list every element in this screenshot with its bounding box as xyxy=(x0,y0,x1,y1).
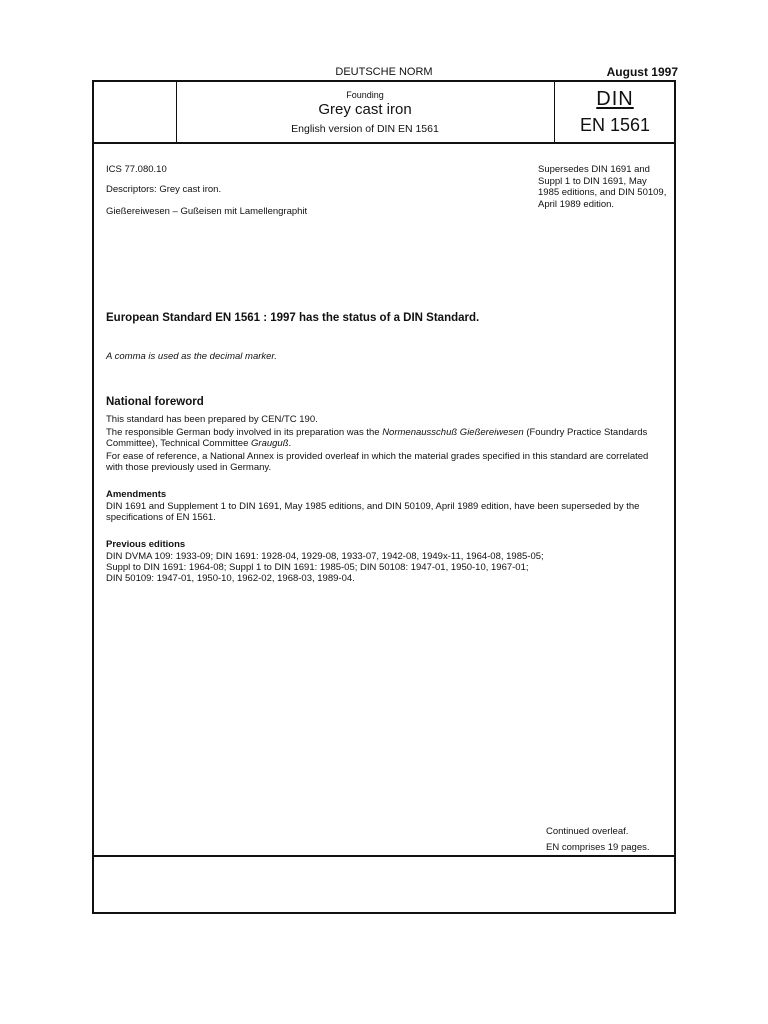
foreword-paragraph-2 xyxy=(106,427,662,449)
din-logo xyxy=(556,88,674,111)
foreword-p2-end: . xyxy=(288,438,292,449)
norm-label: DEUTSCHE NORM xyxy=(335,66,433,78)
german-title: Gießereiwesen – Gußeisen mit Lamellengraphit xyxy=(106,206,308,217)
din-logo-text: DIN xyxy=(596,88,634,110)
foreword-paragraph-3: For ease of reference, a National Annex is provided overleaf in which the material grades specified in this standard are correlated with those previously used in Germany. xyxy=(106,451,649,473)
ics-code: ICS 77.080.10 xyxy=(106,164,167,175)
decimal-marker-note: A comma is used as the decimal marker. xyxy=(106,351,277,362)
header-divider-right xyxy=(554,80,555,144)
foreword-paragraph-1: This standard has been prepared by CEN/TC 190. xyxy=(106,414,318,425)
publication-date: August 1997 xyxy=(606,65,678,79)
status-statement: European Standard EN 1561 : 1997 has the status of a DIN Standard. xyxy=(106,312,480,324)
previous-editions-heading: Previous editions xyxy=(106,539,186,550)
continued-overleaf: Continued overleaf. xyxy=(546,826,629,837)
amendments-text: DIN 1691 and Supplement 1 to DIN 1691, May 1985 editions, and DIN 50109, April 1989 edition, have been superseded by the specifications of EN 1561. xyxy=(106,501,640,523)
committee-name-german: Normenausschuß Gießereiwesen xyxy=(382,427,524,438)
previous-editions-text xyxy=(106,551,662,584)
footer-divider xyxy=(92,855,676,857)
foreword-p2-mid: (Foundry Practice Standards Committee), Technical Committee xyxy=(106,427,648,449)
descriptors: Descriptors: Grey cast iron. xyxy=(106,184,222,195)
document-title: Grey cast iron xyxy=(318,101,412,118)
previous-editions-line-2: Suppl to DIN 1691: 1964-08; Suppl 1 to DIN 1691: 1985-05; DIN 50108: 1947-01, 1950-10, 1967-01; xyxy=(106,562,529,573)
amendments-heading: Amendments xyxy=(106,489,167,500)
page-count: EN comprises 19 pages. xyxy=(546,842,650,853)
previous-editions-line-3: DIN 50109: 1947-01, 1950-10, 1962-02, 1968-03, 1989-04. xyxy=(106,573,355,584)
supersedes-note: Supersedes DIN 1691 and Suppl 1 to DIN 1691, May 1985 editions, and DIN 50109, April 1989 edition. xyxy=(538,164,667,210)
continuation-note xyxy=(546,824,650,856)
standard-number: EN 1561 xyxy=(579,115,651,135)
national-foreword-heading: National foreword xyxy=(106,396,204,408)
foreword-p2-start: The responsible German body involved in its preparation was the xyxy=(106,427,383,438)
header-subject: Founding xyxy=(346,90,384,100)
english-version-note: English version of DIN EN 1561 xyxy=(291,123,439,135)
previous-editions-line-1: DIN DVMA 109: 1933-09; DIN 1691: 1928-04, 1929-08, 1933-07, 1942-08, 1949x-11, 1964-08, 1985-05; xyxy=(106,551,544,562)
technical-committee-name: Grauguß xyxy=(251,438,289,449)
